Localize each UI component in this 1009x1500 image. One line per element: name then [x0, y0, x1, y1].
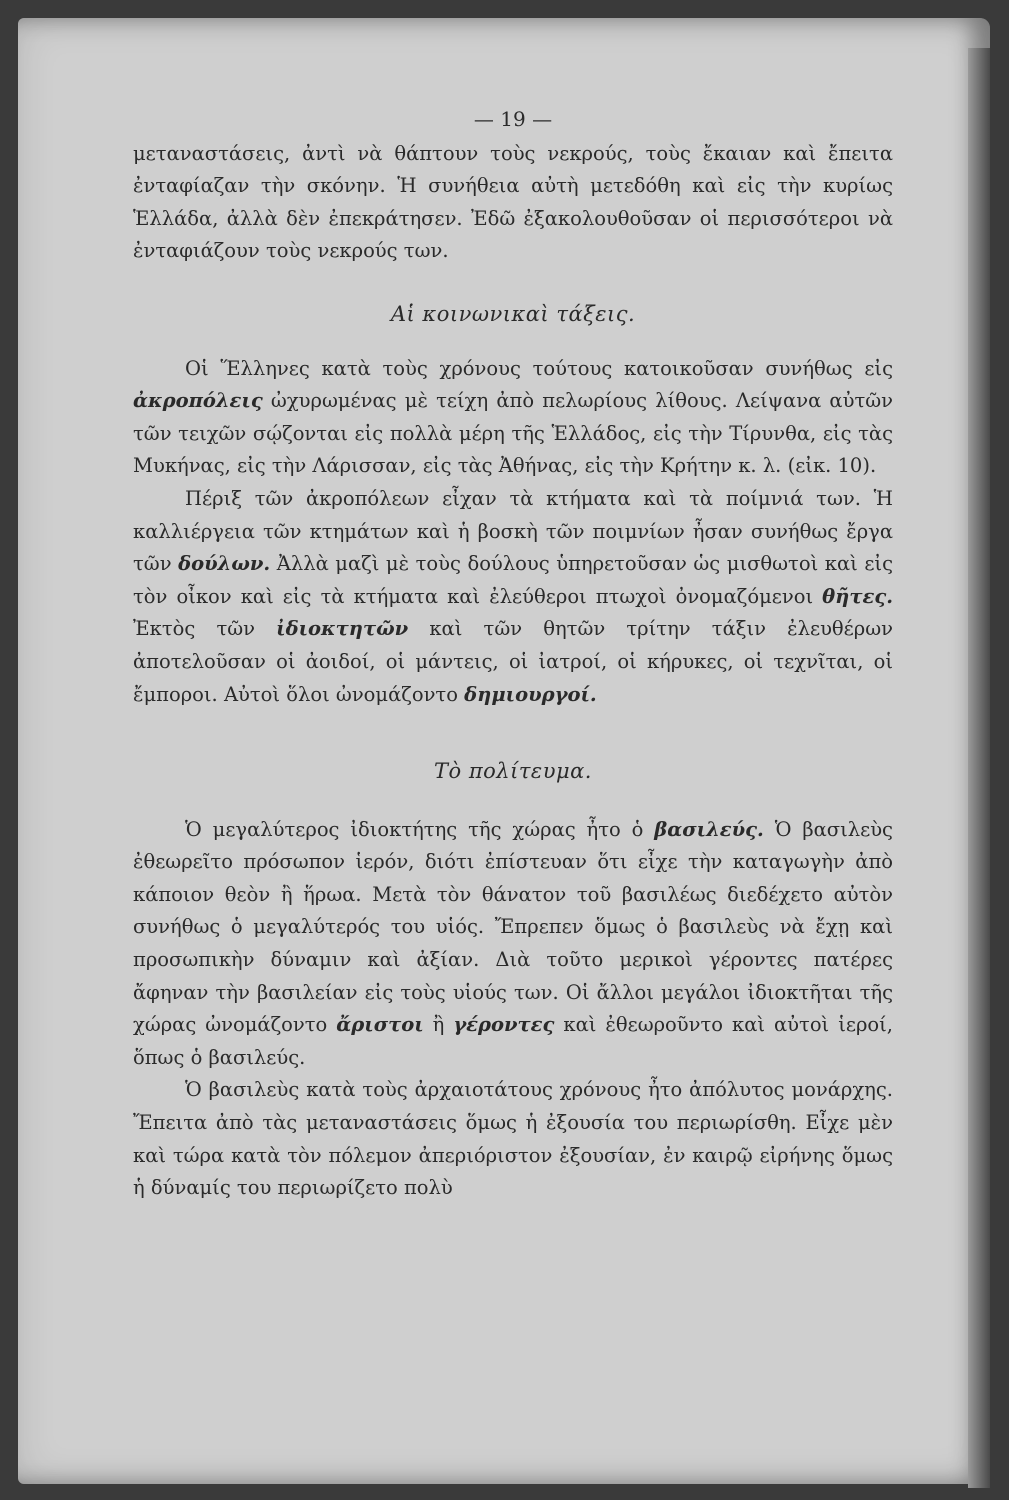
heading-social-classes: Αἱ κοινωνικαὶ τάξεις. — [390, 301, 636, 326]
page-number: — 19 — — [473, 107, 553, 131]
heading-constitution: Τὸ πολίτευμα. — [434, 759, 592, 784]
book-page — [18, 18, 990, 1484]
paragraph-classes: Πέριξ τῶν ἀκροπόλεων εἶχαν τὰ κτήματα καὶ τὰ ποίμνιά των. Ἡ καλλιέργεια τῶν κτημάτων καὶ ἡ βοσκὴ τῶν ποιμνίων ἦσαν συνήθως ἔργα τῶν δούλων. Ἀλλὰ μαζὶ μὲ τοὺς δούλους ὑπηρετοῦσαν ὡς μισθωτοὶ καὶ εἰς τὸν οἶκον καὶ εἰς τὰ κτήματα καὶ ἐλεύθεροι πτωχοὶ ὀνομαζόμενοι θῆτες. Ἐκτὸς τῶν ἰδιοκτητῶν καὶ τῶν θητῶν τρίτην τάξιν ἐλευθέρων ἀποτελοῦσαν οἱ ἀοιδοί, οἱ μάντεις, οἱ ἰατροί, οἱ κήρυκες, οἱ τεχνῖται, οἱ ἔμποροι. Αὐτοὶ ὅλοι ὠνομάζοντο δημιουργοί. — [133, 486, 893, 706]
paragraph-monarchy: Ὁ βασιλεὺς κατὰ τοὺς ἀρχαιοτάτους χρόνους ἦτο ἀπόλυτος μονάρχης. Ἔπειτα ἀπὸ τὰς μεταναστάσεις ὅμως ἡ ἐξουσία του περιωρίσθη. Εἶχε μὲν καὶ τώρα κατὰ τὸν πόλεμον ἀπεριόριστον ἐξουσίαν, ἐν καιρῷ εἰρήνης ὅμως ἡ δύναμίς του περιωρίζετο πολὺ — [133, 1078, 893, 1200]
paragraph-king: Ὁ μεγαλύτερος ἰδιοκτήτης τῆς χώρας ἦτο ὁ βασιλεύς. Ὁ βασιλεὺς ἐθεωρεῖτο πρόσωπον ἱερόν, διότι ἐπίστευαν ὅτι εἶχε τὴν καταγωγὴν ἀπὸ κάποιον θεὸν ἢ ἥρωα. Μετὰ τὸν θάνατον τοῦ βασιλέως διεδέχετο αὐτὸν συνήθως ὁ μεγαλύτερός του υἱός. Ἔπρεπεν ὅμως ὁ βασιλεὺς νὰ ἔχῃ καὶ προσωπικὴν δύναμιν καὶ ἀξίαν. Διὰ τοῦτο μερικοὶ γέροντες πατέρες ἄφηναν τὴν βασιλείαν εἰς τοὺς υἱούς των. Οἱ ἄλλοι μεγάλοι ἰδιοκτῆται τῆς χώρας ὠνομάζοντο ἄριστοι ἢ γέροντες καὶ ἐθεωροῦντο καὶ αὐτοὶ ἱεροί, ὅπως ὁ βασιλεύς. — [133, 817, 893, 1069]
paragraph-intro: μεταναστάσεις, ἀντὶ νὰ θάπτουν τοὺς νεκρούς, τοὺς ἔκαιαν καὶ ἔπειτα ἐνταφίαζαν τὴν σκόνην. Ἡ συνήθεια αὐτὴ μετεδόθη καὶ εἰς τὴν κυρίως Ἑλλάδα, ἀλλὰ δὲν ἐπεκράτησεν. Ἐδῶ ἐξακολουθοῦσαν οἱ περισσότεροι νὰ ἐνταφιάζουν τοὺς νεκρούς των. — [133, 141, 893, 263]
page-edge — [968, 48, 990, 1488]
paragraph-acropolis: Οἱ Ἕλληνες κατὰ τοὺς χρόνους τούτους κατοικοῦσαν συνήθως εἰς ἀκροπόλεις ὠχυρωμένας μὲ τείχη ἀπὸ πελωρίους λίθους. Λείψανα αὐτῶν τῶν τειχῶν σῴζονται εἰς πολλὰ μέρη τῆς Ἑλλάδος, εἰς τὴν Τίρυνθα, εἰς τὰς Μυκήνας, εἰς τὴν Λάρισσαν, εἰς τὰς Ἀθήνας, εἰς τὴν Κρήτην κ. λ. (εἰκ. 10). — [133, 356, 893, 478]
page-text — [133, 103, 893, 1205]
